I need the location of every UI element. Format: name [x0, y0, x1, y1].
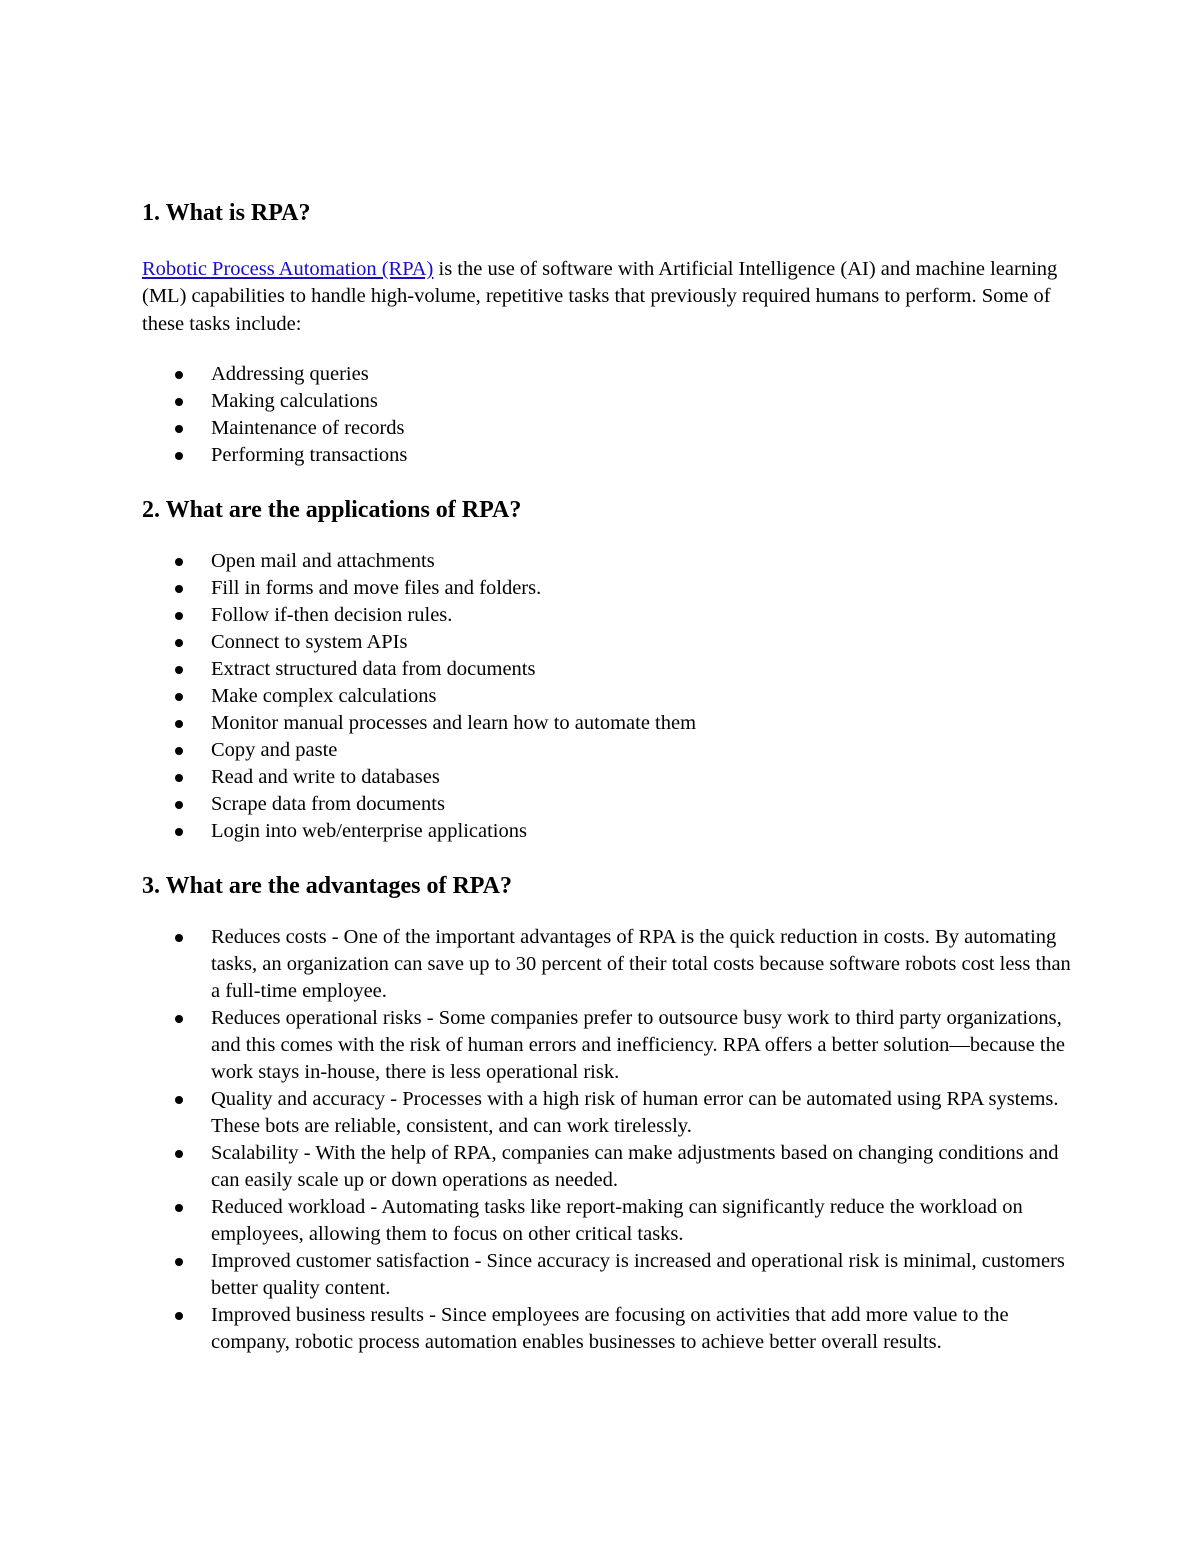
bullet-icon — [175, 612, 183, 620]
advantages-list — [142, 924, 1072, 1356]
bullet-icon — [175, 666, 183, 674]
bullet-icon — [175, 693, 183, 701]
list-item: Maintenance of records — [142, 415, 1072, 442]
bullet-icon — [175, 1015, 183, 1023]
section-applications — [142, 495, 1072, 845]
bullet-icon — [175, 452, 183, 460]
bullet-icon — [175, 720, 183, 728]
list-item: Make complex calculations — [142, 683, 1072, 710]
list-item: Performing transactions — [142, 442, 1072, 469]
list-item: Connect to system APIs — [142, 629, 1072, 656]
bullet-icon — [175, 801, 183, 809]
bullet-icon — [175, 1258, 183, 1266]
list-item: Login into web/enterprise applications — [142, 818, 1072, 845]
list-item: Addressing queries — [142, 361, 1072, 388]
list-item: Monitor manual processes and learn how to automate them — [142, 710, 1072, 737]
document-page — [142, 198, 1072, 1356]
bullet-icon — [175, 558, 183, 566]
list-item: Improved customer satisfaction - Since accuracy is increased and operational risk is minimal, customers better quality content. — [142, 1248, 1072, 1302]
list-item: Quality and accuracy - Processes with a high risk of human error can be automated using RPA systems. These bots are reliable, consistent, and can work tirelessly. — [142, 1086, 1072, 1140]
list-item: Fill in forms and move files and folders. — [142, 575, 1072, 602]
bullet-icon — [175, 774, 183, 782]
list-item: Follow if-then decision rules. — [142, 602, 1072, 629]
list-item: Reduces operational risks - Some companies prefer to outsource busy work to third party organizations, and this comes with the risk of human errors and inefficiency. RPA offers a better solution—because the work stays in-house, there is less operational risk. — [142, 1005, 1072, 1086]
list-item: Making calculations — [142, 388, 1072, 415]
section-heading: 3. What are the advantages of RPA? — [142, 872, 512, 899]
section-heading: 2. What are the applications of RPA? — [142, 496, 522, 523]
section-what-is-rpa — [142, 198, 1072, 469]
intro-text: is the use of software with Artificial Intelligence (AI) and machine learning (ML) capabilities to handle high-volume, repetitive tasks that previously required humans to perform. Some of these tasks include: — [142, 258, 1058, 335]
bullet-icon — [175, 1096, 183, 1104]
bullet-icon — [175, 398, 183, 406]
list-item: Improved business results - Since employees are focusing on activities that add more value to the company, robotic process automation enables businesses to achieve better overall results. — [142, 1302, 1072, 1356]
tasks-list — [142, 361, 1072, 469]
bullet-icon — [175, 1204, 183, 1212]
bullet-icon — [175, 1312, 183, 1320]
bullet-icon — [175, 1150, 183, 1158]
list-item: Scrape data from documents — [142, 791, 1072, 818]
list-item: Copy and paste — [142, 737, 1072, 764]
list-item: Reduced workload - Automating tasks like report-making can significantly reduce the workload on employees, allowing them to focus on other critical tasks. — [142, 1194, 1072, 1248]
bullet-icon — [175, 425, 183, 433]
list-item: Reduces costs - One of the important advantages of RPA is the quick reduction in costs. By automating tasks, an organization can save up to 30 percent of their total costs because software robots cost less than a full-time employee. — [142, 924, 1072, 1005]
intro-paragraph — [142, 256, 1072, 338]
bullet-icon — [175, 371, 183, 379]
section-heading: 1. What is RPA? — [142, 200, 311, 226]
list-item: Read and write to databases — [142, 764, 1072, 791]
bullet-icon — [175, 585, 183, 593]
list-item: Extract structured data from documents — [142, 656, 1072, 683]
bullet-icon — [175, 639, 183, 647]
bullet-icon — [175, 828, 183, 836]
list-item: Scalability - With the help of RPA, companies can make adjustments based on changing conditions and can easily scale up or down operations as needed. — [142, 1140, 1072, 1194]
rpa-link[interactable]: Robotic Process Automation (RPA) — [142, 258, 434, 280]
bullet-icon — [175, 934, 183, 942]
bullet-icon — [175, 747, 183, 755]
applications-list — [142, 548, 1072, 845]
list-item: Open mail and attachments — [142, 548, 1072, 575]
section-advantages — [142, 871, 1072, 1356]
